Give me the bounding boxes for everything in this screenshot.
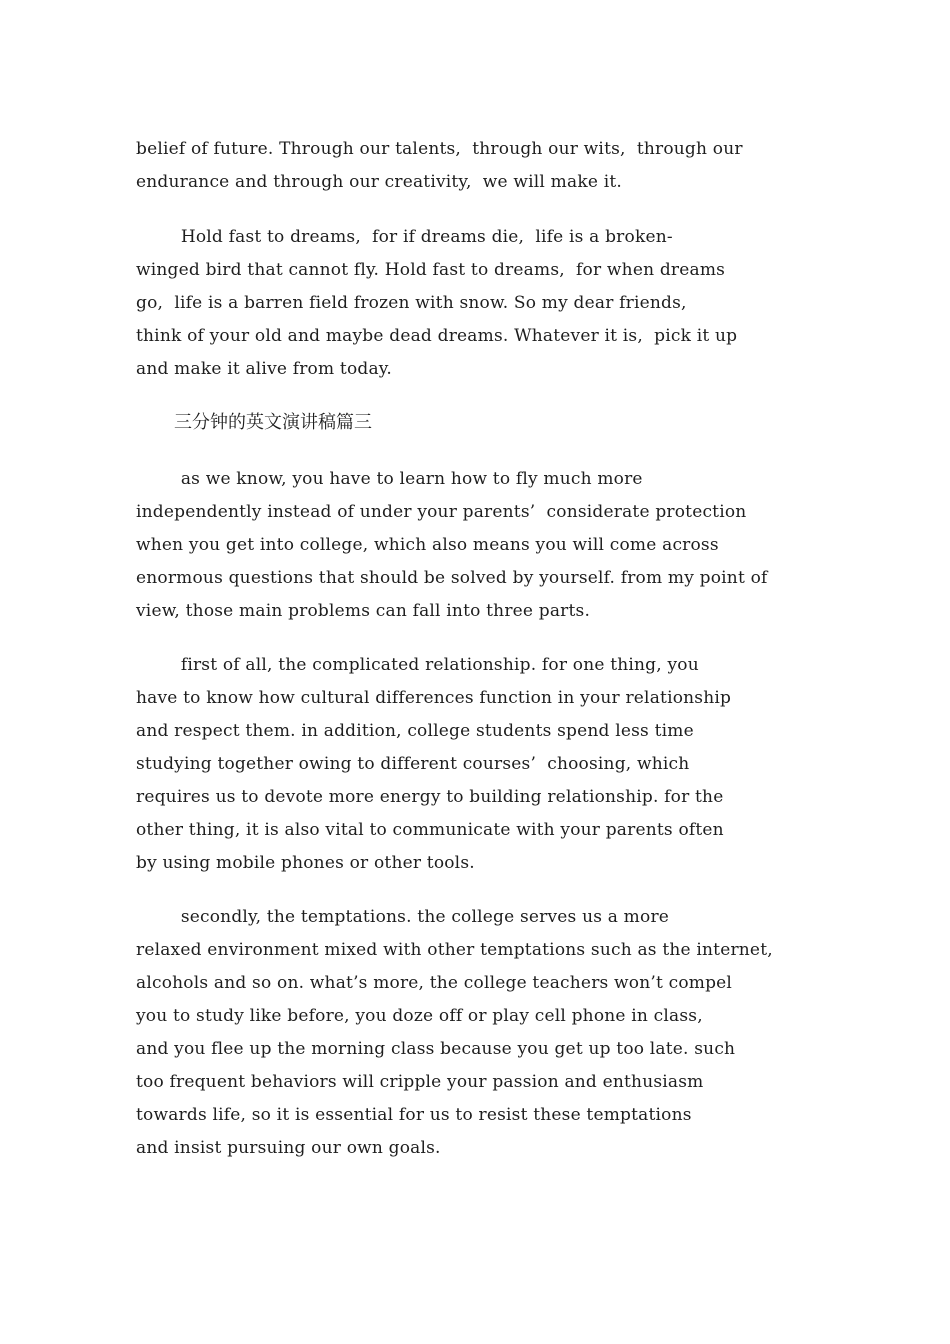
paragraph-4-line-3: and respect them. in addition, college students spend less time — [136, 721, 694, 741]
paragraph-4-line-2: have to know how cultural differences function in your relationship — [136, 688, 732, 708]
paragraph-2-line-2: winged bird that cannot fly. Hold fast to dreams, for when dreams — [136, 260, 726, 280]
paragraph-3-line-3: when you get into college, which also means you will come across — [136, 535, 719, 555]
paragraph-2-line-5: and make it alive from today. — [136, 359, 392, 379]
paragraph-5-line-2: relaxed environment mixed with other temptations such as the internet, — [136, 940, 773, 960]
paragraph-2-line-3: go, life is a barren field frozen with snow. So my dear friends, — [136, 293, 687, 313]
paragraph-5-line-8: and insist pursuing our own goals. — [136, 1138, 441, 1158]
paragraph-3-line-4: enormous questions that should be solved by yourself. from my point of — [136, 568, 768, 588]
paragraph-5-line-7: towards life, so it is essential for us to resist these temptations — [136, 1105, 692, 1125]
paragraph-5-line-5: and you flee up the morning class because you get up too late. such — [136, 1039, 736, 1059]
paragraph-5-line-3: alcohols and so on. what’s more, the college teachers won’t compel — [136, 973, 733, 993]
paragraph-3-line-5: view, those main problems can fall into three parts. — [136, 601, 591, 621]
paragraph-4-line-4: studying together owing to different courses’ choosing, which — [136, 754, 690, 774]
paragraph-4-line-6: other thing, it is also vital to communicate with your parents often — [136, 820, 724, 840]
paragraph-4-line-7: by using mobile phones or other tools. — [136, 853, 475, 873]
paragraph-3-line-2: independently instead of under your parents’ considerate protection — [136, 502, 747, 522]
paragraph-3-line-1: as we know, you have to learn how to fly much more — [136, 469, 643, 489]
paragraph-1-line-2: endurance and through our creativity, we will make it. — [136, 172, 622, 192]
paragraph-5-line-4: you to study like before, you doze off or play cell phone in class, — [136, 1006, 703, 1026]
paragraph-1-line-1: belief of future. Through our talents, through our wits, through our — [136, 139, 743, 159]
paragraph-2-line-1: Hold fast to dreams, for if dreams die, life is a broken- — [136, 227, 673, 247]
section-heading: 三分钟的英文演讲稿篇三 — [174, 412, 372, 433]
paragraph-5-line-1: secondly, the temptations. the college serves us a more — [136, 907, 670, 927]
paragraph-4-line-5: requires us to devote more energy to building relationship. for the — [136, 787, 724, 807]
paragraph-2-line-4: think of your old and maybe dead dreams. Whatever it is, pick it up — [136, 326, 738, 346]
paragraph-4-line-1: first of all, the complicated relationship. for one thing, you — [136, 655, 699, 675]
paragraph-5-line-6: too frequent behaviors will cripple your passion and enthusiasm — [136, 1072, 704, 1092]
